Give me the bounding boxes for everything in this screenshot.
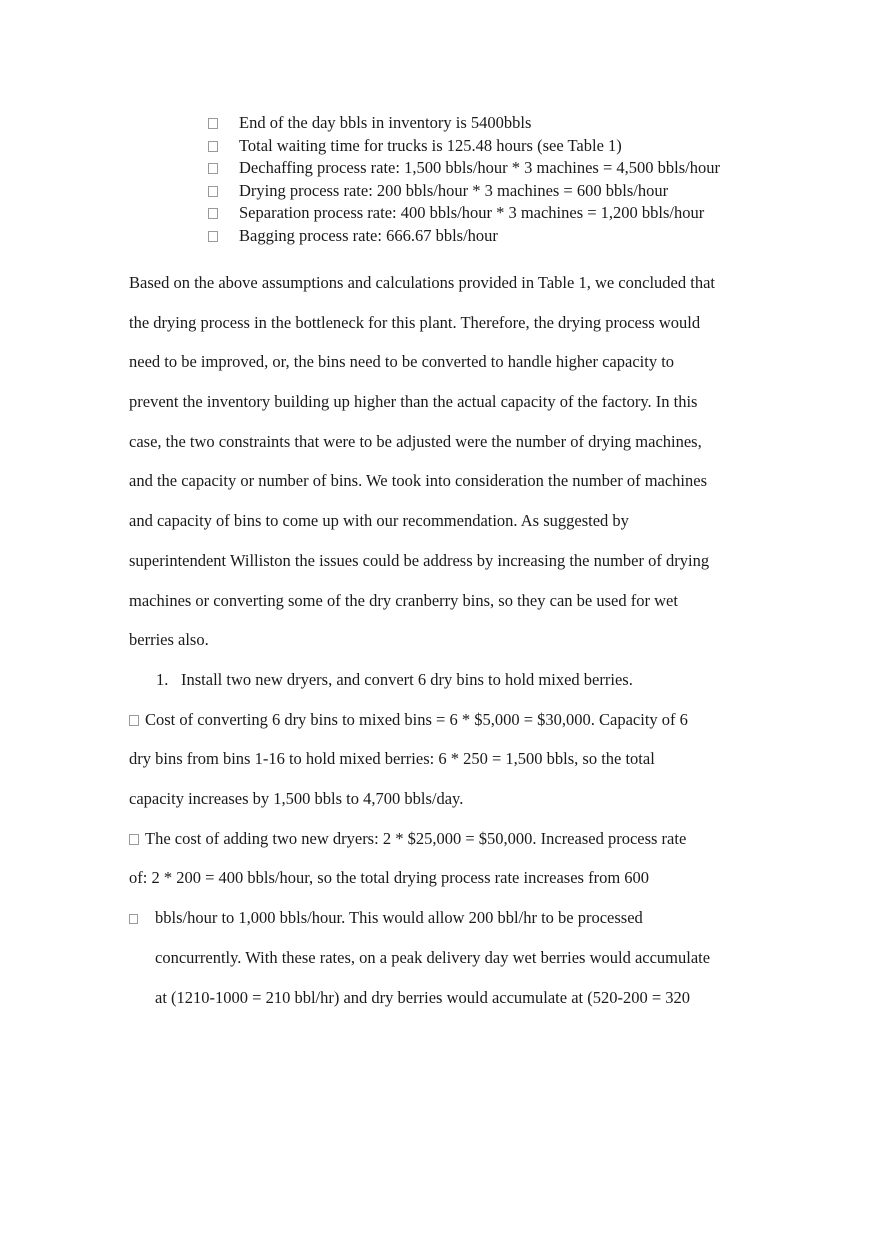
item-line: of: 2 * 200 = 400 bbls/hour, so the total drying process rate increases from 600 [129,868,650,887]
item-line: capacity increases by 1,500 bbls to 4,700 bbls/day. [129,789,464,808]
item-line: Cost of converting 6 dry bins to mixed bins = 6 * $5,000 = $30,000. Capacity of 6 [145,710,688,729]
paragraph-line: Based on the above assumptions and calculations provided in Table 1, we concluded that [129,273,715,292]
item-line: at (1210-1000 = 210 bbl/hr) and dry berries would accumulate at (520-200 = 320 [155,988,691,1007]
item-text: Install two new dryers, and convert 6 dry bins to hold mixed berries. [181,670,633,689]
bullet-box-icon [208,186,218,197]
paragraph-line: case, the two constraints that were to be adjusted were the number of drying machines, [129,432,702,451]
item-line: dry bins from bins 1-16 to hold mixed berries: 6 * 250 = 1,500 bbls, so the total [129,749,655,768]
bullet-box-icon [208,208,218,219]
assumptions-list [208,112,720,248]
item-number: 1. [156,670,169,689]
list-item: Drying process rate: 200 bbls/hour * 3 machines = 600 bbls/hour [208,180,720,203]
bullet-box-icon [208,141,218,152]
bullet-box-icon [129,834,139,845]
bullet-box-icon [208,231,218,242]
paragraph-line: machines or converting some of the dry cranberry bins, so they can be used for wet [129,591,678,610]
list-item: Bagging process rate: 666.67 bbls/hour [208,225,720,248]
paragraph-line: berries also. [129,630,209,649]
bullet-box-icon [129,914,138,924]
paragraph-line: and the capacity or number of bins. We took into consideration the number of machines [129,471,707,490]
list-item: Separation process rate: 400 bbls/hour * 3 machines = 1,200 bbls/hour [208,202,720,225]
paragraph-line: the drying process in the bottleneck for this plant. Therefore, the drying process would [129,313,701,332]
item-line: The cost of adding two new dryers: 2 * $25,000 = $50,000. Increased process rate [145,829,687,848]
bullet-box-icon [208,118,218,129]
item-line: bbls/hour to 1,000 bbls/hour. This would allow 200 bbl/hr to be processed [155,908,643,927]
list-item: Dechaffing process rate: 1,500 bbls/hour * 3 machines = 4,500 bbls/hour [208,157,720,180]
paragraph-line: and capacity of bins to come up with our recommendation. As suggested by [129,511,629,530]
paragraph-line: superintendent Williston the issues could be address by increasing the number of drying [129,551,710,570]
paragraph-line: prevent the inventory building up higher than the actual capacity of the factory. In this [129,392,698,411]
bullet-box-icon [208,163,218,174]
bullet-box-icon [129,715,139,726]
list-item: Total waiting time for trucks is 125.48 hours (see Table 1) [208,135,720,158]
numbered-item [156,669,633,691]
paragraph-line: need to be improved, or, the bins need to be converted to handle higher capacity to [129,352,675,371]
list-item: End of the day bbls in inventory is 5400bbls [208,112,720,135]
item-line: concurrently. With these rates, on a peak delivery day wet berries would accumulate [155,948,711,967]
